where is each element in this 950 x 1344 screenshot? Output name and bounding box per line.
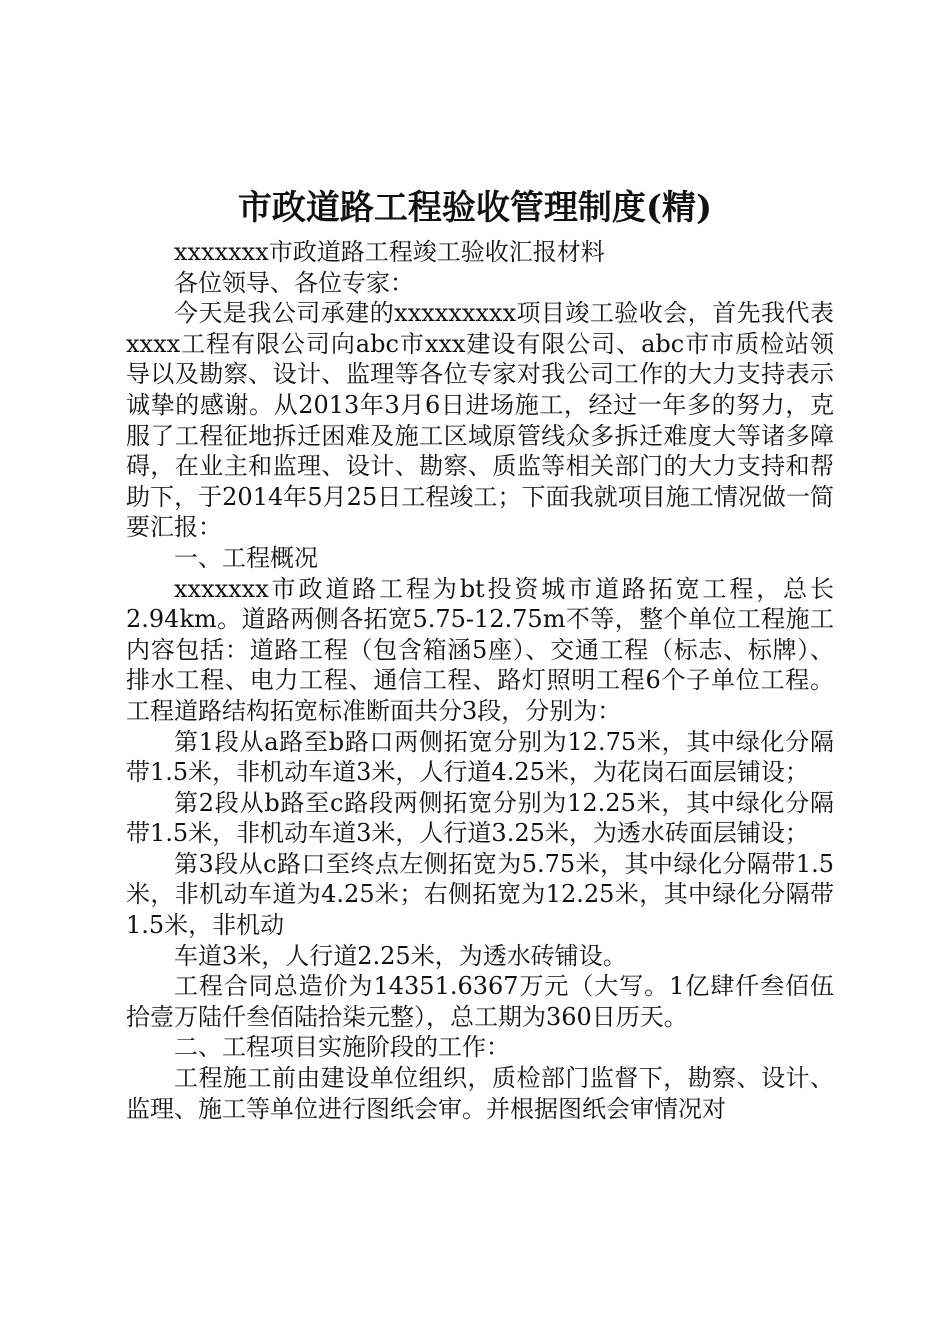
paragraph-report-heading: xxxxxxx市政道路工程竣工验收汇报材料	[174, 238, 605, 266]
paragraph-salutation: 各位领导、各位专家：	[174, 268, 414, 297]
paragraph-section-2: 第2段从b路至c路段两侧拓宽分别为12.25米，其中绿化分隔带1.5米，非机动车道3米，人行道3.25米，为透水砖面层铺设；	[126, 788, 834, 848]
paragraph-section-1: 第1段从a路至b路口两侧拓宽分别为12.75米，其中绿化分隔带1.5米，非机动车道3米，人行道4.25米，为花岗石面层铺设；	[126, 727, 834, 787]
paragraph-implementation: 工程施工前由建设单位组织，质检部门监督下，勘察、设计、监理、施工等单位进行图纸会审。并根据图纸会审情况对	[126, 1064, 834, 1123]
paragraph-section-3-continued: 车道3米，人行道2.25米，为透水砖铺设。	[174, 941, 627, 970]
section-heading-overview: 一、工程概况	[174, 543, 318, 572]
paragraph-contract-cost: 工程合同总造价为14351.6367万元（大写。1亿肆仟叁佰伍拾壹万陆仟叁佰陆拾柒元整），总工期为360日历天。	[126, 972, 834, 1031]
paragraph-overview: xxxxxxx市政道路工程为bt投资城市道路拓宽工程，总长2.94km。道路两侧各拓宽5.75-12.75m不等，整个单位工程施工内容包括：道路工程（包含箱涵5座）、交通工程（标志、标牌）、排水工程、电力工程、通信工程、路灯照明工程6个子单位工程。工程道路结构拓宽标准断面共分3段，分别为：	[126, 574, 834, 725]
document-body	[126, 237, 834, 1124]
paragraph-section-3: 第3段从c路口至终点左侧拓宽为5.75米，其中绿化分隔带1.5米，非机动车道为4.25米；右侧拓宽为12.25米，其中绿化分隔带1.5米，非机动	[126, 849, 834, 940]
section-heading-implementation: 二、工程项目实施阶段的工作：	[174, 1033, 510, 1062]
document-title: 市政道路工程验收管理制度(精)	[237, 188, 713, 228]
paragraph-introduction: 今天是我公司承建的xxxxxxxxx项目竣工验收会，首先我代表xxxx工程有限公司向abc市xxx建设有限公司、abc市市质检站领导以及勘察、设计、监理等各位专家对我公司工作的大力支持表示诚挚的感谢。从2013年3月6日进场施工，经过一年多的努力，克服了工程征地拆迁困难及施工区域原管线众多拆迁难度大等诸多障碍，在业主和监理、设计、勘察、质监等相关部门的大力支持和帮助下，于2014年5月25日工程竣工；下面我就项目施工情况做一简要汇报：	[126, 299, 834, 542]
